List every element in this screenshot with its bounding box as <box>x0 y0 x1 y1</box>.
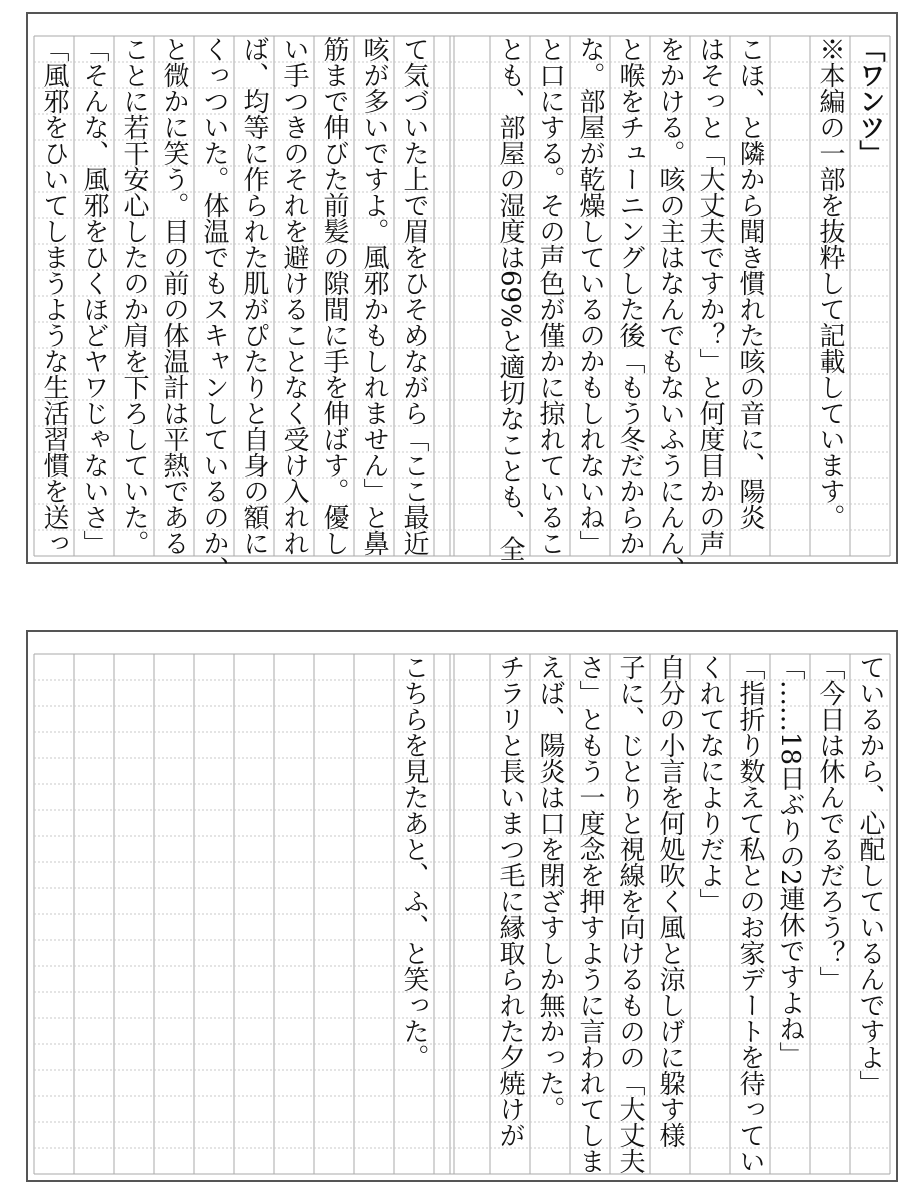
text-line: 「そんな、風邪をひくほどヤワじゃないさ」 <box>79 36 109 556</box>
page-2-text <box>28 632 896 1180</box>
text-line: 「風邪をひいてしまうような生活習慣を送っ <box>39 36 69 556</box>
text-line <box>770 36 810 556</box>
text-line: えば、陽炎は口を閉ざすしか無かった。 <box>535 654 565 1122</box>
text-line: チラリと長いまつ毛に縁取られた夕焼けが <box>495 654 525 1148</box>
text-line <box>274 654 314 1174</box>
text-line <box>234 654 274 1174</box>
text-line <box>154 654 194 1174</box>
page-1-text <box>28 14 896 582</box>
text-line <box>34 654 74 1174</box>
text-line <box>74 654 114 1174</box>
text-line: さ」ともう一度念を押すように言われてしま <box>575 654 605 1174</box>
text-line: 子に、じとりと視線を向けるものの「大丈夫 <box>615 654 645 1174</box>
text-line <box>354 654 394 1174</box>
text-line: 咳が多いですよ。風邪かもしれません」と鼻 <box>359 36 389 556</box>
text-line: 筋まで伸びた前髪の隙間に手を伸ばす。優し <box>319 36 349 556</box>
manuscript-page-1 <box>26 12 898 582</box>
text-line <box>114 654 154 1174</box>
text-line: 「……18日ぶりの2連休ですよね」 <box>775 654 805 1068</box>
text-line: ば、均等に作られた肌がぴたりと自身の額に <box>239 36 269 556</box>
text-line <box>314 654 354 1174</box>
text-line <box>194 654 234 1174</box>
manuscript-page-2 <box>26 630 898 1182</box>
story-title: 「ワンツ」 <box>855 36 885 166</box>
text-line: と口にする。その声色が僅かに掠れているこ <box>535 36 565 556</box>
text-line: と微かに笑う。目の前の体温計は平熱である <box>159 36 189 556</box>
text-line: い手つきのそれを避けることなく受け入れれ <box>279 36 309 556</box>
text-line: 自分の小言を何処吹く風と涼しげに躱す様 <box>655 654 685 1148</box>
excerpt-note: ※本編の一部を抜粋して記載しています。 <box>815 36 845 530</box>
text-line: とも、部屋の湿度は69%と適切なことも、全 <box>495 36 525 562</box>
text-line: と喉をチューニングした後「もう冬だからか <box>615 36 645 556</box>
text-line: をかける。咳の主はなんでもないふうにんん、 <box>655 36 685 582</box>
text-line: 「指折り数えて私とのお家デートを待ってい <box>735 654 765 1174</box>
text-line: ことに若干安心したのか肩を下ろしていた。 <box>119 36 149 556</box>
text-line: な。部屋が乾燥しているのかもしれないね」 <box>575 36 605 556</box>
text-line: くれてなによりだよ」 <box>695 654 725 914</box>
text-line: こほ、と隣から聞き慣れた咳の音に、陽炎 <box>735 36 765 530</box>
text-line: 「今日は休んでるだろう？」 <box>815 654 845 992</box>
text-line: ているから、心配しているんですよ」 <box>855 654 885 1096</box>
text-line: て気づいた上で眉をひそめながら「ここ最近 <box>399 36 429 556</box>
text-line: はそっと「大丈夫ですか？」と何度目かの声 <box>695 36 725 556</box>
text-line: くっついた。体温でもスキャンしているのか、 <box>199 36 229 582</box>
text-line: こちらを見たあと、ふ、と笑った。 <box>399 654 429 1070</box>
